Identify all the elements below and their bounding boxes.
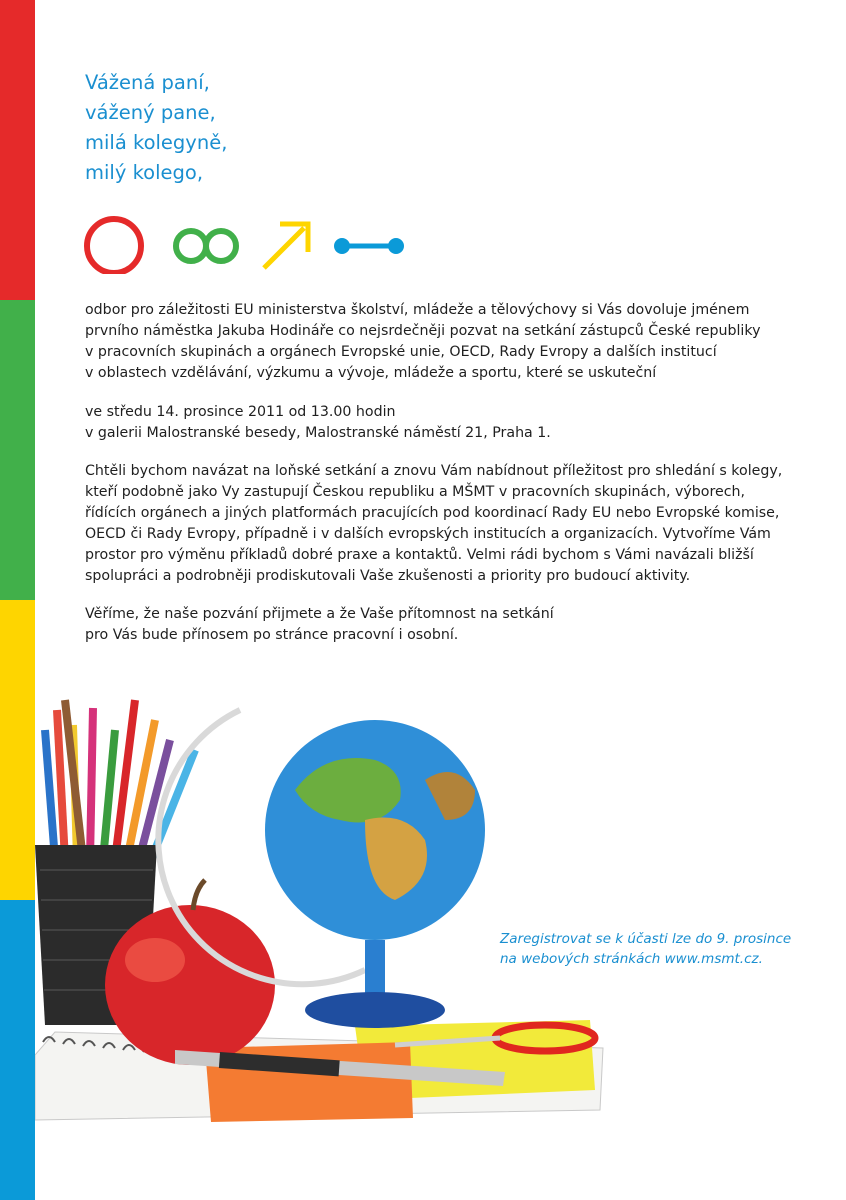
text-line: kteří podobně jako Vy zastupují Českou republiku a MŠMT v pracovních skupinách, výborech,: [85, 484, 746, 500]
circle-icon: [87, 219, 141, 273]
greeting-line: Vážená paní,: [85, 71, 210, 94]
text-line: v pracovních skupinách a orgánech Evropské unie, OECD, Rady Evropy a dalších institucí: [85, 344, 717, 360]
greeting-line: vážený pane,: [85, 101, 216, 124]
event-place: v galerii Malostranské besedy, Malostranské náměstí 21, Praha 1.: [85, 425, 551, 441]
registration-note: [500, 929, 791, 969]
infinity-icon: [176, 231, 236, 261]
letter-body: [85, 300, 805, 646]
text-line: řídících orgánech a jiných platformách pracujících pod koordinací Rady EU nebo Evropské komise,: [85, 505, 780, 521]
stripe-yellow: [0, 600, 35, 900]
text-line: prvního náměstka Jakuba Hodináře co nejsrdečněji pozvat na setkání zástupců České republiky: [85, 323, 761, 339]
text-line: prostor pro výměnu příkladů dobré praxe a kontaktů. Velmi rádi bychom s Vámi navázali bližší: [85, 547, 754, 563]
text-line: spolupráci a podrobněji prodiskutovali Vaše zkušenosti a priority pro budoucí aktivity.: [85, 568, 691, 584]
text-line: odbor pro záležitosti EU ministerstva školství, mládeže a tělovýchovy si Vás dovoluje jménem: [85, 302, 750, 318]
school-supplies-illustration: [35, 670, 615, 1130]
greeting-line: milý kolego,: [85, 161, 204, 184]
dumbbell-connector-icon: [334, 238, 404, 254]
text-line: OECD či Rady Evropy, případně i v dalších evropských institucích a organizacích. Vytvoříme Vám: [85, 526, 771, 542]
greeting-line: milá kolegyně,: [85, 131, 228, 154]
stripe-green: [0, 300, 35, 600]
event-date: ve středu 14. prosince 2011 od 13.00 hodin: [85, 404, 396, 420]
arrow-up-right-icon: [264, 224, 308, 268]
text-line: v oblastech vzdělávání, výzkumu a vývoje, mládeže a sportu, které se uskuteční: [85, 365, 657, 381]
symbol-row: [82, 214, 412, 274]
text-line: Věříme, že naše pozvání přijmete a že Vaše přítomnost na setkání: [85, 606, 554, 622]
greeting: [85, 68, 227, 188]
registration-line: Zaregistrovat se k účasti lze do 9. prosince: [500, 931, 792, 947]
registration-line: na webových stránkách www.msmt.cz.: [500, 951, 763, 967]
stripe-red: [0, 0, 35, 300]
text-line: Chtěli bychom navázat na loňské setkání a znovu Vám nabídnout příležitost pro shledání s kolegy,: [85, 463, 783, 479]
text-line: pro Vás bude přínosem po stránce pracovní i osobní.: [85, 627, 459, 643]
stripe-blue: [0, 900, 35, 1200]
